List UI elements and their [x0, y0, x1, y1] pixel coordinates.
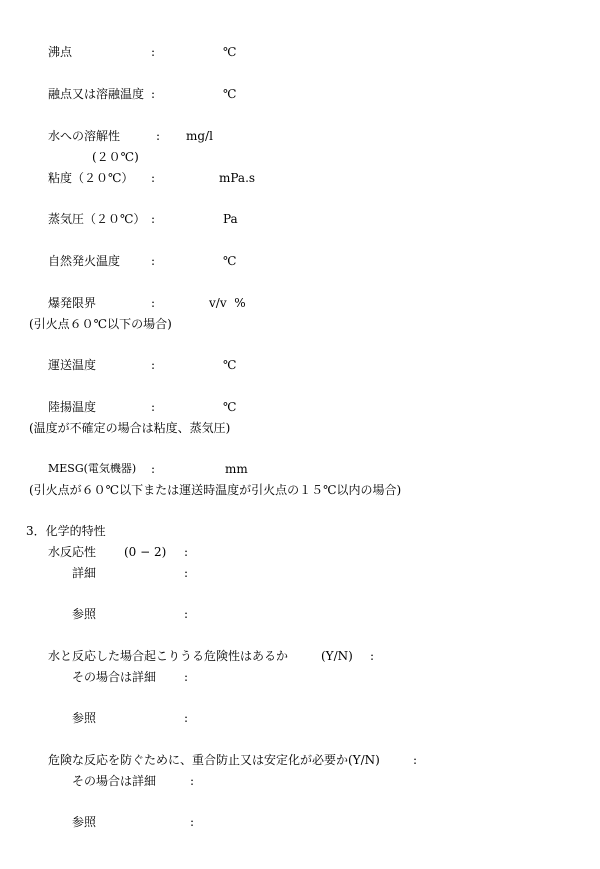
water-reactivity-colon: :	[184, 545, 189, 559]
stabilizer-question-label: 危険な反応を防ぐために、重合防止又は安定化が必要か(Y/N)	[48, 753, 380, 767]
melting-point-unit: ℃	[223, 87, 237, 101]
melting-point-label: 融点又は溶融温度	[48, 87, 145, 101]
boiling-point-unit: ℃	[223, 45, 237, 59]
hazard-question-yn: (Y/N)	[321, 649, 353, 663]
details-colon-2: :	[184, 670, 189, 684]
mesg-unit: mm	[225, 462, 248, 476]
boiling-point-colon: :	[151, 45, 156, 59]
reference-label-3: 参照	[72, 815, 97, 829]
stabilizer-question-colon: :	[413, 753, 418, 767]
reference-colon-1: :	[184, 607, 189, 621]
water-solubility-colon: :	[156, 129, 161, 143]
explosion-limit-note: (引火点６０℃以下の場合)	[29, 317, 172, 331]
melting-point-colon: :	[151, 87, 156, 101]
transport-temp-colon: :	[151, 358, 156, 372]
details-label-1: 詳細	[72, 566, 97, 580]
details-label-2: その場合は詳細	[72, 670, 157, 684]
hazard-question-colon: :	[370, 649, 375, 663]
viscosity-unit: mPa.s	[219, 171, 256, 185]
viscosity-label: 粘度（２０℃）	[48, 171, 134, 185]
reference-label-2: 参照	[72, 711, 97, 725]
boiling-point-label: 沸点	[48, 45, 73, 59]
autoignition-unit: ℃	[223, 254, 237, 268]
mesg-note: (引火点が６０℃以下または運送時温度が引火点の１５℃以内の場合)	[29, 483, 402, 497]
discharge-temp-colon: :	[151, 400, 156, 414]
vapor-pressure-unit: Pa	[223, 212, 238, 226]
reference-label-1: 参照	[72, 607, 97, 621]
water-reactivity-range: (0 − 2)	[124, 545, 167, 559]
viscosity-colon: :	[151, 171, 156, 185]
reference-colon-3: :	[190, 815, 195, 829]
hazard-question-label: 水と反応した場合起こりうる危険性はあるか	[48, 649, 289, 663]
details-colon-3: :	[190, 774, 195, 788]
vapor-pressure-label: 蒸気圧（２０℃）	[48, 212, 146, 226]
discharge-temp-label: 陸揚温度	[48, 400, 97, 414]
details-label-3: その場合は詳細	[72, 774, 157, 788]
water-solubility-temp: (２０℃)	[92, 150, 139, 164]
mesg-colon: :	[151, 462, 156, 476]
reference-colon-2: :	[184, 711, 189, 725]
mesg-label: MESG(電気機器)	[48, 462, 137, 475]
autoignition-label: 自然発火温度	[48, 254, 121, 268]
water-solubility-unit: mg/l	[186, 129, 213, 143]
details-colon-1: :	[184, 566, 189, 580]
transport-temp-label: 運送温度	[48, 358, 97, 372]
water-solubility-label: 水への溶解性	[48, 129, 121, 143]
autoignition-colon: :	[151, 254, 156, 268]
discharge-temp-note: (温度が不確定の場合は粘度、蒸気圧)	[29, 421, 231, 435]
chemical-section-heading: 3．化学的特性	[26, 524, 106, 538]
transport-temp-unit: ℃	[223, 358, 237, 372]
explosion-limit-colon: :	[151, 296, 156, 310]
vapor-pressure-colon: :	[151, 212, 156, 226]
explosion-limit-label: 爆発限界	[48, 296, 97, 310]
explosion-limit-unit: v/v %	[209, 296, 246, 310]
water-reactivity-label: 水反応性	[48, 545, 97, 559]
discharge-temp-unit: ℃	[223, 400, 237, 414]
